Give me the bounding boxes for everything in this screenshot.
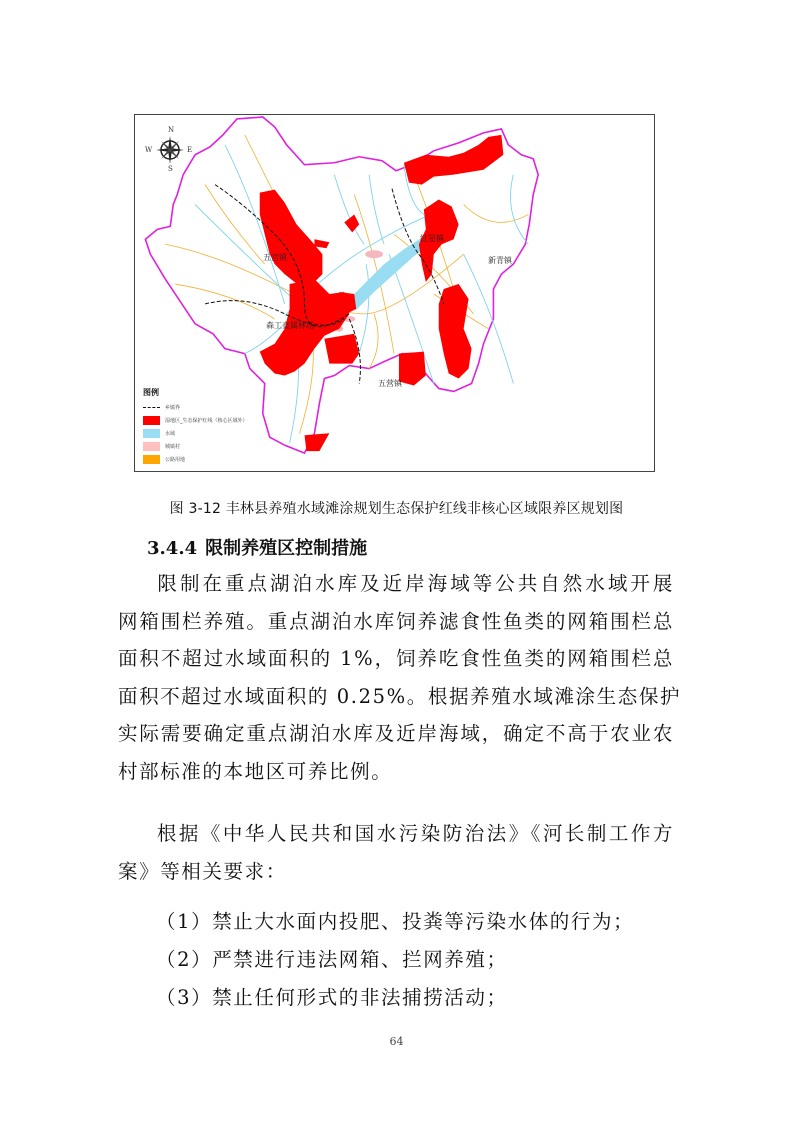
page-number: 64: [389, 1035, 404, 1048]
town-label: 森工直属林场: [266, 321, 314, 330]
requirement-item: （2）严禁进行违法网箱、拦网养殖；: [156, 948, 508, 971]
legend-title: 图例: [143, 388, 159, 397]
legend-item-redline: [143, 414, 343, 427]
requirement-item: （3）禁止任何形式的非法捕捞活动；: [156, 986, 508, 1009]
text-line: 限制在重点湖泊水库及近岸海域等公共自然水域开展: [156, 572, 674, 595]
requirement-item: （1）禁止大水面内投肥、投粪等污染水体的行为；: [156, 910, 635, 933]
text-line: 面积不超过水域面积的 1%，饲养吃食性鱼类的网箱围栏总: [118, 647, 674, 670]
compass-north: N: [168, 126, 175, 134]
legend-label: 公路用地: [165, 457, 186, 463]
color-swatch: [143, 455, 160, 464]
section-title: 限制养殖区控制措施: [205, 538, 368, 559]
legend-item-road: [143, 453, 343, 466]
color-swatch: [143, 429, 160, 438]
compass-west: W: [145, 146, 153, 154]
section-number: 3.4.4: [147, 538, 198, 559]
color-swatch: [143, 442, 160, 451]
map-figure: [134, 114, 655, 472]
town-label: 五营镇: [378, 379, 402, 388]
legend-item-town: [143, 440, 343, 453]
section-heading: [147, 534, 367, 560]
paragraph-regulations: [118, 815, 674, 890]
legend-item-water: [143, 427, 343, 440]
legend-label: 水域: [165, 431, 176, 437]
legend-label: 城镇村: [165, 444, 181, 450]
text-line: 网箱围栏养殖。重点湖泊水库饲养滤食性鱼类的网箱围栏总: [118, 609, 674, 633]
figure-caption: 图 3-12 丰林县养殖水域滩涂规划生态保护红线非核心区域限养区规划图: [169, 501, 624, 517]
text-line: 案》等相关要求：: [118, 859, 287, 883]
legend-label: 乡镇界: [165, 405, 181, 411]
town-label: 新青镇: [488, 256, 512, 265]
text-line: 实际需要确定重点湖泊水库及近岸海域，确定不高于农业农: [118, 722, 674, 745]
map-legend: [143, 387, 343, 466]
town-label: 五宫镇: [263, 253, 287, 262]
dashed-line-swatch: [143, 407, 160, 408]
town-label: 红星镇: [420, 234, 444, 243]
text-line: 村部标准的本地区可养比例。: [118, 759, 393, 783]
legend-label: 湿地区_生态保护红线（核心区域外）: [165, 418, 248, 424]
text-line: 面积不超过水域面积的 0.25%。根据养殖水域滩涂生态保护: [118, 684, 682, 708]
compass-east: E: [187, 146, 193, 154]
color-swatch: [143, 416, 160, 425]
compass-rose-icon: [145, 125, 195, 175]
compass-south: S: [168, 165, 173, 173]
paragraph-limits: [118, 565, 682, 790]
text-line: 根据《中华人民共和国水污染防治法》《河长制工作方: [156, 822, 674, 845]
legend-item-township-border: [143, 401, 343, 414]
